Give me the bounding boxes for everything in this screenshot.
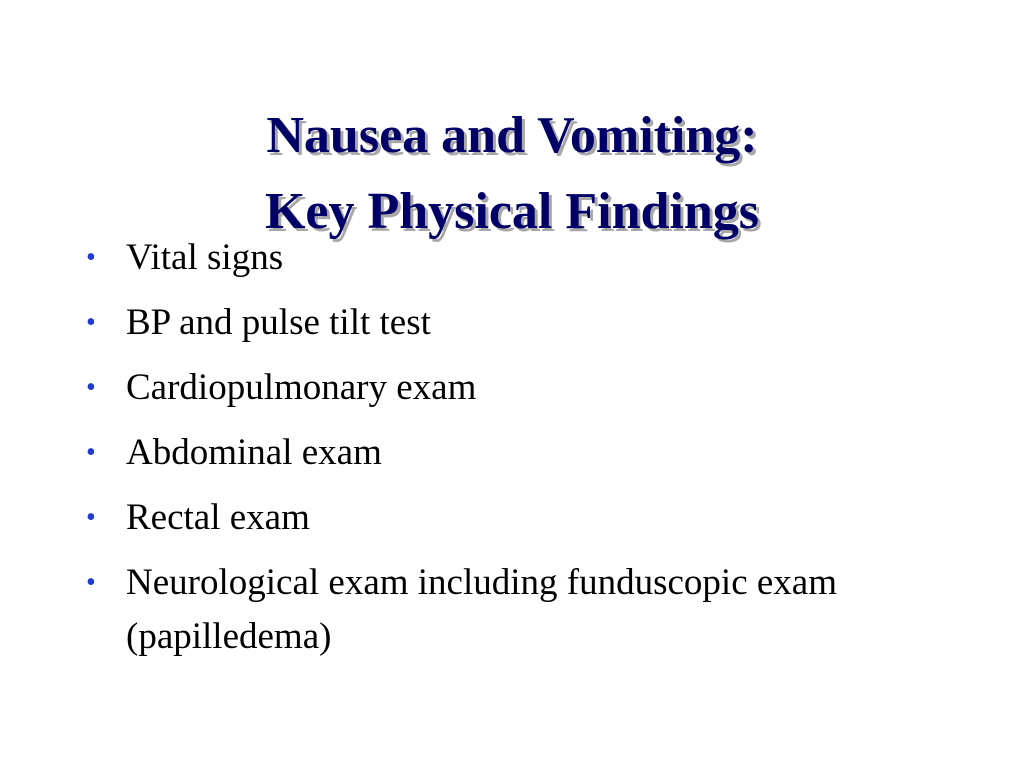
bullet-text: Rectal exam <box>126 497 310 538</box>
bullet-icon: • <box>86 567 96 598</box>
list-item <box>86 556 946 664</box>
bullet-icon: • <box>86 502 96 533</box>
list-item <box>86 296 946 350</box>
bullet-icon: • <box>86 372 96 403</box>
bullet-icon: • <box>86 437 96 468</box>
list-item <box>86 231 946 285</box>
list-item <box>86 491 946 545</box>
bullet-text: Cardiopulmonary exam <box>126 367 477 408</box>
title-line-2: Key Physical Findings <box>264 182 760 240</box>
title-line-1: Nausea and Vomiting: <box>266 106 758 164</box>
list-item <box>86 361 946 415</box>
list-item <box>86 426 946 480</box>
bullet-icon: • <box>86 307 96 338</box>
bullet-text: Abdominal exam <box>126 432 382 473</box>
bullet-text: Vital signs <box>126 237 284 278</box>
bullet-icon: • <box>86 242 96 273</box>
slide-title <box>0 98 1024 250</box>
bullet-text: BP and pulse tilt test <box>126 302 431 343</box>
bullet-list <box>86 231 946 675</box>
bullet-text: Neurological exam including funduscopic exam (papilledema) <box>126 562 838 657</box>
